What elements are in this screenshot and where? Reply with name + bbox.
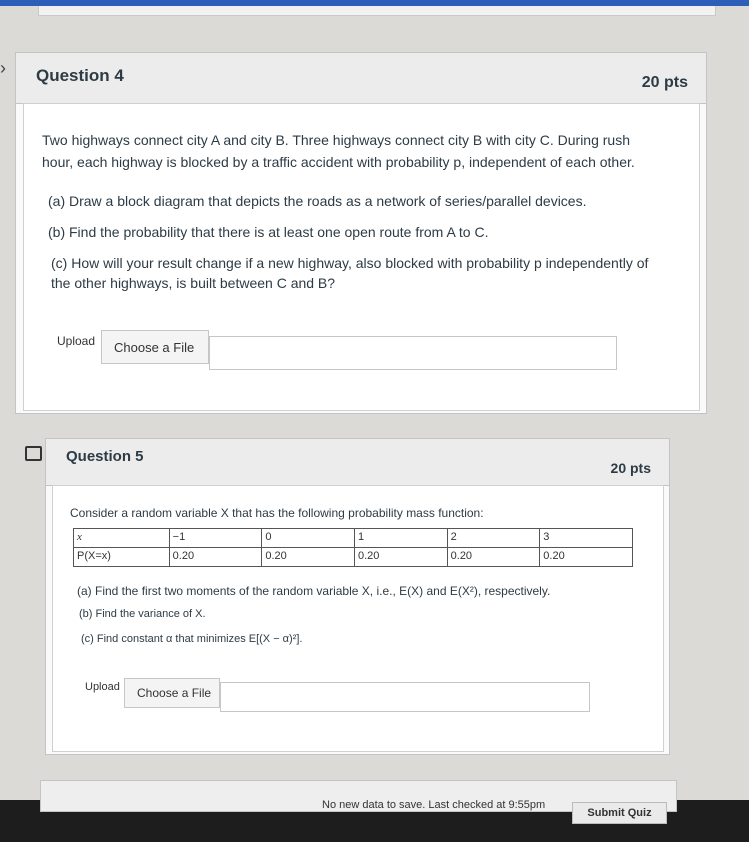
- question-4-part-b: (b) Find the probability that there is at least one open route from A to C.: [48, 224, 489, 240]
- question-4-text: Two highways connect city A and city B. Three highways connect city B with city C. During rush hour, each highway is blocked by a traffic accident with probability p, independent of each other.: [42, 132, 635, 170]
- table-cell: 2: [447, 529, 540, 548]
- question-4-part-c: (c) How will your result change if a new highway, also blocked with probability p independently of the other highways, is built between C and B?: [51, 255, 649, 291]
- table-cell: 0.20: [447, 548, 540, 567]
- question-4-part-a: (a) Draw a block diagram that depicts the roads as a network of series/parallel devices.: [48, 193, 587, 209]
- table-cell: −1: [169, 529, 262, 548]
- question-5-header: [46, 439, 669, 486]
- table-cell: 3: [540, 529, 633, 548]
- question-4-choose-file-button[interactable]: Choose a File: [101, 330, 209, 364]
- question-5-body: [52, 485, 664, 752]
- pmf-table: [73, 528, 633, 567]
- table-row: [74, 548, 633, 567]
- table-cell: 1: [354, 529, 447, 548]
- question-4-header: [16, 53, 706, 104]
- question-4-title: Question 4: [36, 66, 124, 85]
- question-5-part-a: (a) Find the first two moments of the random variable X, i.e., E(X) and E(X²), respectively.: [77, 584, 551, 598]
- autosave-status: No new data to save. Last checked at 9:55pm: [322, 799, 546, 811]
- chevron-right-icon: ›: [0, 58, 6, 78]
- submit-quiz-button[interactable]: Submit Quiz: [572, 802, 667, 824]
- question-4-file-input[interactable]: [209, 336, 617, 370]
- table-header-x: x: [74, 529, 170, 548]
- question-5-upload-label: Upload: [85, 681, 120, 693]
- question-4-body: [23, 103, 700, 411]
- question-5-part-b: (b) Find the variance of X.: [79, 608, 206, 620]
- question-5-title: Question 5: [66, 448, 144, 465]
- question-4-card: [15, 52, 707, 414]
- table-cell: 0.20: [262, 548, 355, 567]
- question-5-points: 20 pts: [610, 460, 651, 476]
- question-5-part-c: (c) Find constant α that minimizes E[(X − α)²].: [81, 633, 303, 645]
- table-cell: 0.20: [354, 548, 447, 567]
- question-5-file-input[interactable]: [220, 682, 590, 712]
- question-4-points: 20 pts: [641, 74, 688, 91]
- previous-question-edge: [38, 6, 716, 16]
- question-5-card: [45, 438, 670, 755]
- question-4-upload-label: Upload: [57, 334, 96, 348]
- question-5-choose-file-button[interactable]: Choose a File: [124, 678, 220, 708]
- table-cell: 0.20: [169, 548, 262, 567]
- table-row: [74, 529, 633, 548]
- flag-icon[interactable]: [25, 446, 42, 461]
- question-5-intro: Consider a random variable X that has the following probability mass function:: [70, 506, 484, 520]
- table-cell: 0.20: [540, 548, 633, 567]
- table-header-p: P(X=x): [74, 548, 170, 567]
- table-cell: 0: [262, 529, 355, 548]
